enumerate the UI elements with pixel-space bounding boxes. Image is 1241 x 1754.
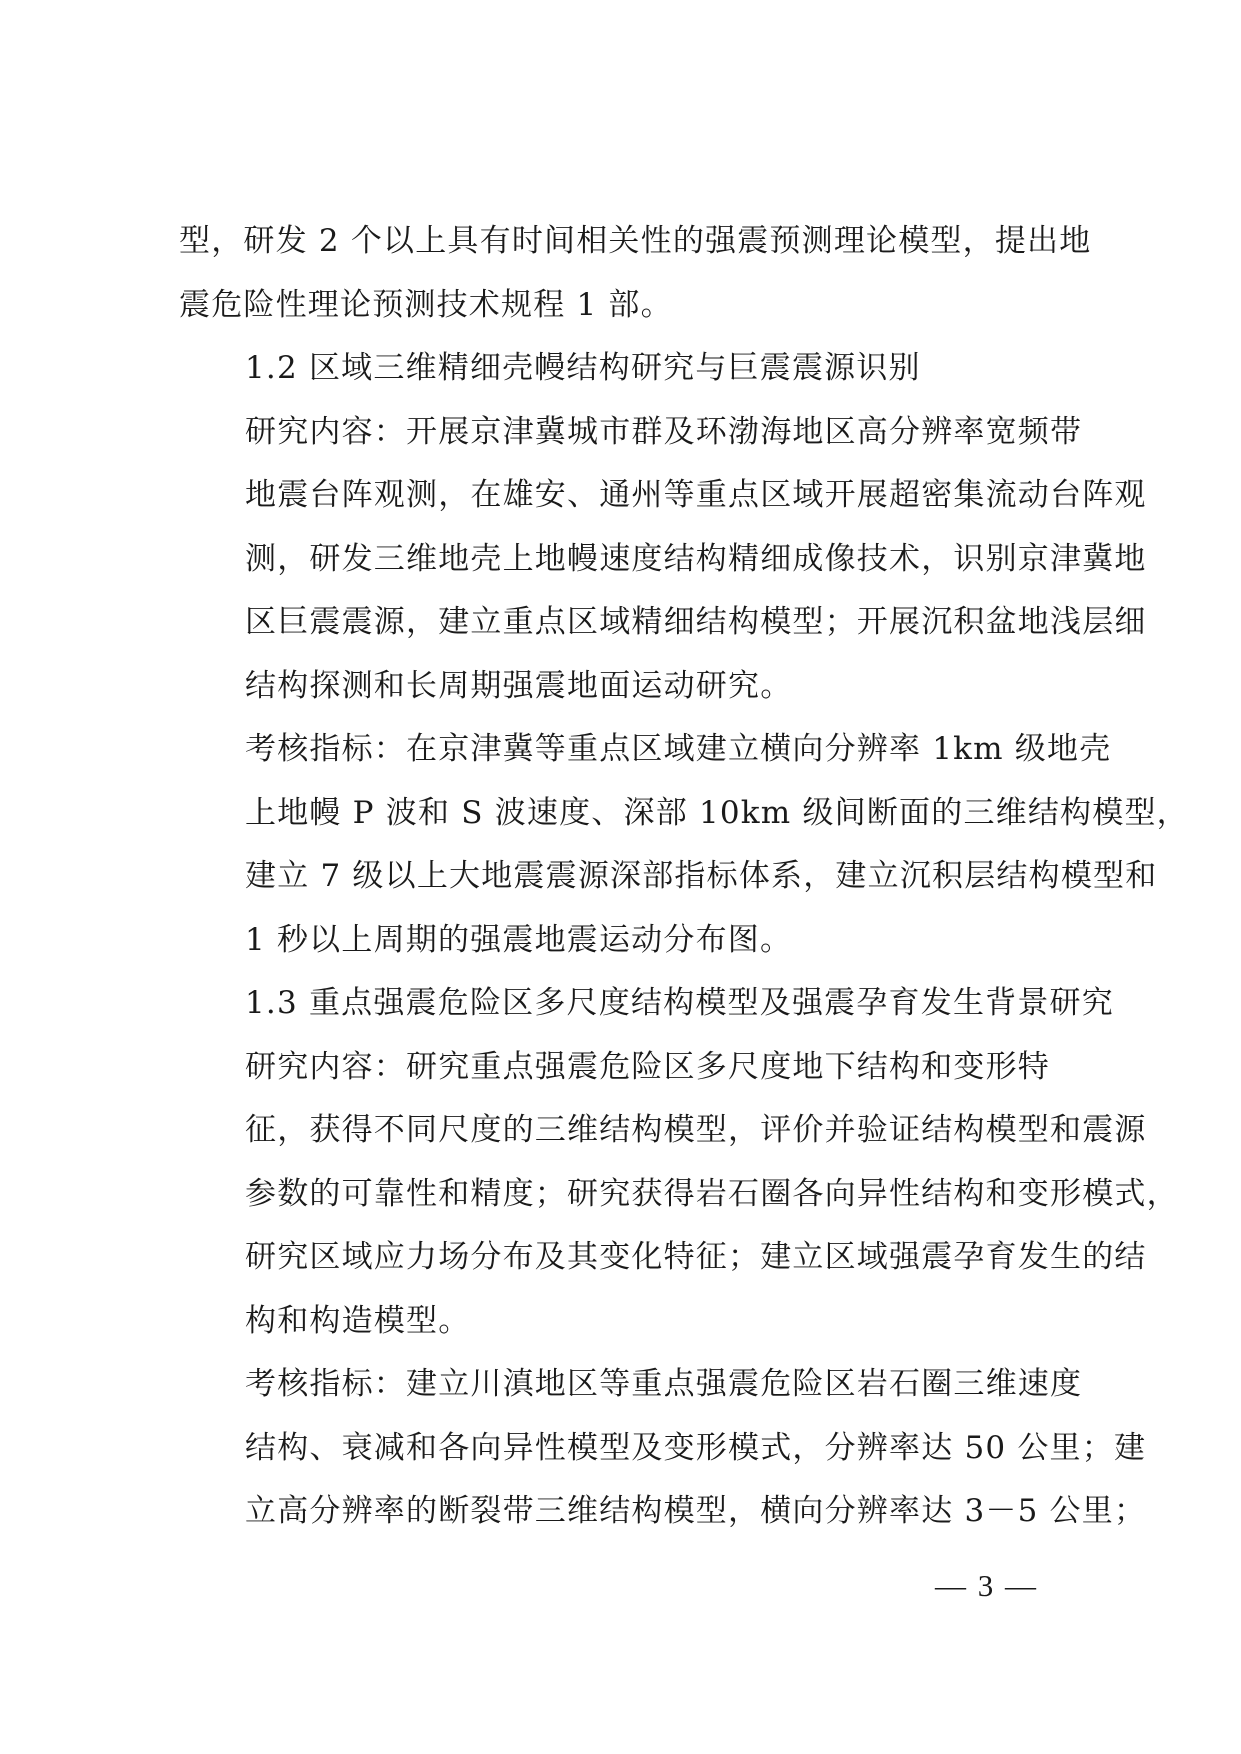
- text-line: 构和构造模型。: [245, 1302, 471, 1339]
- paragraph-heading-1-2: [179, 337, 1079, 401]
- text-line: 1 秒以上周期的强震地震运动分布图。: [245, 921, 793, 958]
- paragraph-research-1-3: [179, 1036, 1179, 1354]
- text-line: 测，研发三维地壳上地幔速度结构精细成像技术，识别京津冀地: [245, 540, 1147, 577]
- paragraph-assessment-1-2: [179, 718, 1189, 972]
- text-line: 建立 7 级以上大地震震源深部指标体系，建立沉积层结构模型和: [245, 858, 1158, 894]
- text-line: 结构探测和长周期强震地面运动研究。: [245, 667, 793, 704]
- text-line: 考核指标：在京津冀等重点区域建立横向分辨率 1km 级地壳: [245, 731, 1112, 767]
- text-line: 上地幔 P 波和 S 波速度、深部 10km 级间断面的三维结构模型，: [245, 794, 1189, 831]
- text-line: 立高分辨率的断裂带三维结构模型，横向分辨率达 3－5 公里；: [245, 1493, 1147, 1529]
- page-number: — 3 —: [935, 1568, 1038, 1603]
- paragraph-research-1-2: [179, 401, 1147, 719]
- text-line: 研究内容：开展京津冀城市群及环渤海地区高分辨率宽频带: [245, 413, 1083, 450]
- text-line: 考核指标：建立川滇地区等重点强震危险区岩石圈三维速度: [245, 1366, 1083, 1402]
- text-line: 研究内容：研究重点强震危险区多尺度地下结构和变形特: [245, 1048, 1050, 1085]
- text-line: 参数的可靠性和精度；研究获得岩石圈各向异性结构和变形模式，: [245, 1175, 1179, 1212]
- paragraph-assessment-1-3: [179, 1353, 1147, 1544]
- text-line: 征，获得不同尺度的三维结构模型，评价并验证结构模型和震源: [245, 1112, 1147, 1148]
- text-line: 地震台阵观测，在雄安、通州等重点区域开展超密集流动台阵观: [245, 477, 1147, 513]
- paragraph-continuation: [179, 210, 1092, 337]
- text-line: 研究区域应力场分布及其变化特征；建立区域强震孕育发生的结: [245, 1239, 1147, 1275]
- text-line: 1.3 重点强震危险区多尺度结构模型及强震孕育发生背景研究: [245, 985, 1114, 1021]
- text-line: 型，研发 2 个以上具有时间相关性的强震预测理论模型，提出地: [179, 223, 1092, 259]
- text-line: 结构、衰减和各向异性模型及变形模式，分辨率达 50 公里；建: [245, 1429, 1147, 1466]
- text-line: 区巨震震源，建立重点区域精细结构模型；开展沉积盆地浅层细: [245, 604, 1147, 640]
- paragraph-heading-1-3: [179, 972, 1114, 1036]
- text-line: 震危险性理论预测技术规程 1 部。: [179, 286, 673, 323]
- text-line: 1.2 区域三维精细壳幔结构研究与巨震震源识别: [245, 350, 921, 386]
- document-body: [179, 210, 1189, 1544]
